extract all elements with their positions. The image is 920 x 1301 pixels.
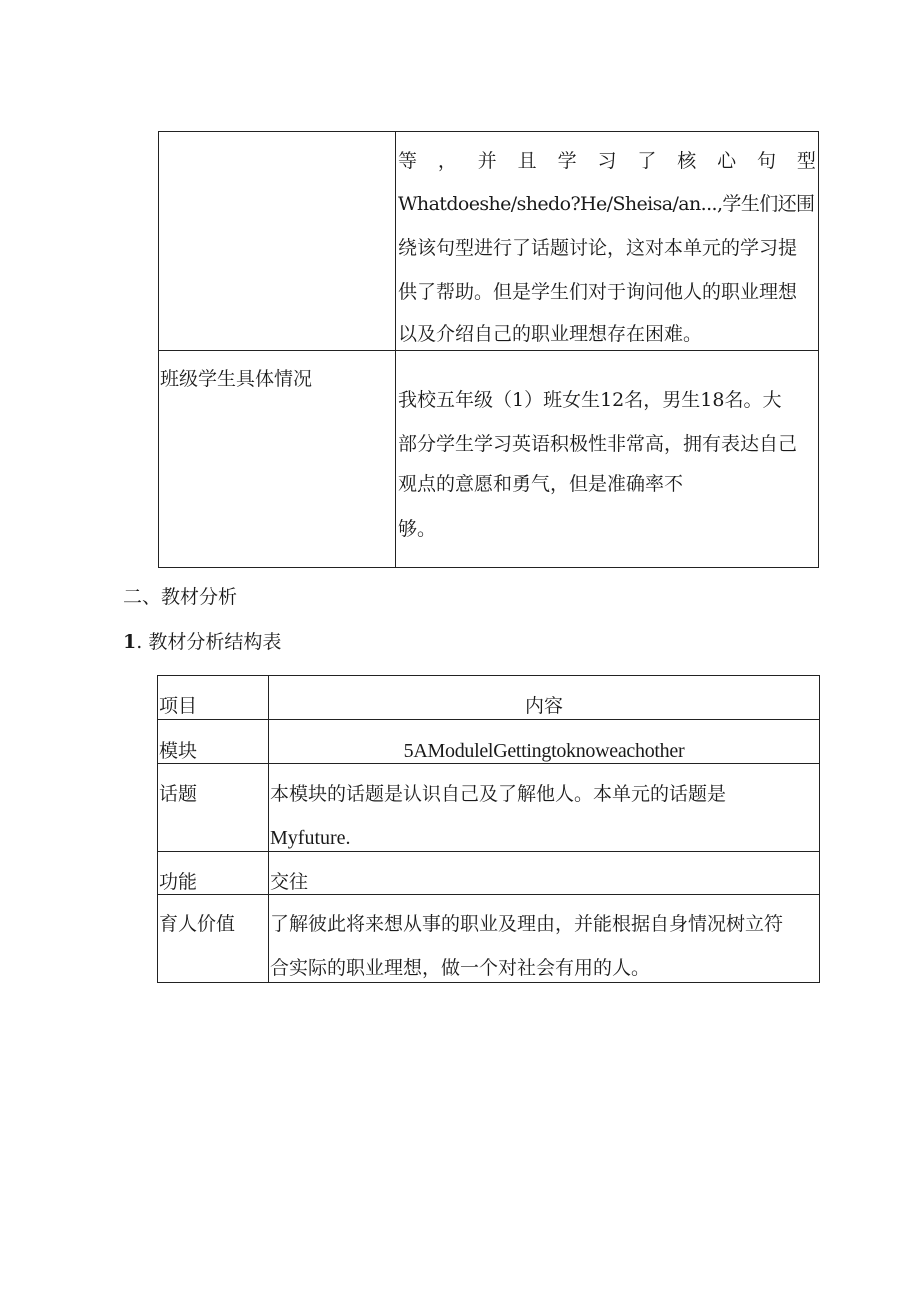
- text-line: 交往: [270, 871, 309, 893]
- text-line: 供了帮助。但是学生们对于询问他人的职业理想: [398, 281, 798, 303]
- text-line: 部分学生学习英语积极性非常高，拥有表达自己: [398, 433, 798, 455]
- justified-line: [398, 150, 816, 173]
- table-row-divider: [157, 719, 820, 720]
- row-label: 功能: [159, 871, 198, 893]
- text-line: 够。: [398, 518, 437, 540]
- text-line: 合实际的职业理想，做一个对社会有用的人。: [270, 957, 651, 979]
- row-label: 话题: [159, 783, 198, 805]
- table-row-divider: [157, 894, 820, 895]
- text-line: 本模块的话题是认识自己及了解他人。本单元的话题是: [270, 783, 727, 805]
- char: 型: [796, 150, 816, 172]
- row-label: 育人价值: [159, 913, 236, 935]
- char: 核: [677, 150, 697, 172]
- table-row-divider: [158, 350, 819, 351]
- table-border-bottom: [157, 982, 820, 983]
- text-line: 我校五年级（1）班女生12名，男生18名。大: [398, 389, 782, 411]
- row-label: 模块: [159, 740, 198, 762]
- table-border-top: [157, 675, 820, 676]
- table-border-bottom: [158, 567, 819, 568]
- table-border-right: [819, 675, 820, 983]
- subsection-title: . 教材分析结构表: [136, 631, 282, 653]
- header-content: 内容: [524, 695, 563, 717]
- char: 习: [597, 150, 617, 172]
- text-line: 以及介绍自己的职业理想存在困难。: [398, 323, 703, 345]
- char: 等: [398, 150, 418, 172]
- char: 并: [477, 150, 497, 172]
- text-line: 绕该句型进行了话题讨论，这对本单元的学习提: [398, 237, 798, 259]
- table-row-divider: [157, 763, 820, 764]
- char: 且: [517, 150, 537, 172]
- section-heading: 二、教材分析: [123, 586, 238, 608]
- char: 句: [757, 150, 777, 172]
- module-value: 5AModulelGettingtoknoweachother: [403, 740, 685, 762]
- row-label: 班级学生具体情况: [160, 368, 313, 390]
- char: 学: [557, 150, 577, 172]
- char: ，: [437, 150, 457, 172]
- subsection-heading: [123, 631, 281, 654]
- header-item: 项目: [159, 695, 198, 717]
- text-line: 观点的意愿和勇气，但是准确率不: [398, 473, 684, 495]
- table-border-top: [158, 131, 819, 132]
- subsection-number: 1: [123, 631, 137, 653]
- char: 了: [637, 150, 657, 172]
- table-row-divider: [157, 851, 820, 852]
- text-line: Myfuture.: [270, 827, 351, 849]
- table-column-divider: [268, 675, 269, 983]
- text-line: Whatdoeshe/shedo?He/Sheisa/an...,学生们还围: [398, 193, 815, 215]
- table-border-left: [158, 131, 159, 568]
- text-line: 了解彼此将来想从事的职业及理由，并能根据自身情况树立符: [270, 913, 784, 935]
- char: 心: [717, 150, 737, 172]
- table-column-divider: [395, 131, 396, 568]
- table-border-right: [818, 131, 819, 568]
- table-border-left: [157, 675, 158, 983]
